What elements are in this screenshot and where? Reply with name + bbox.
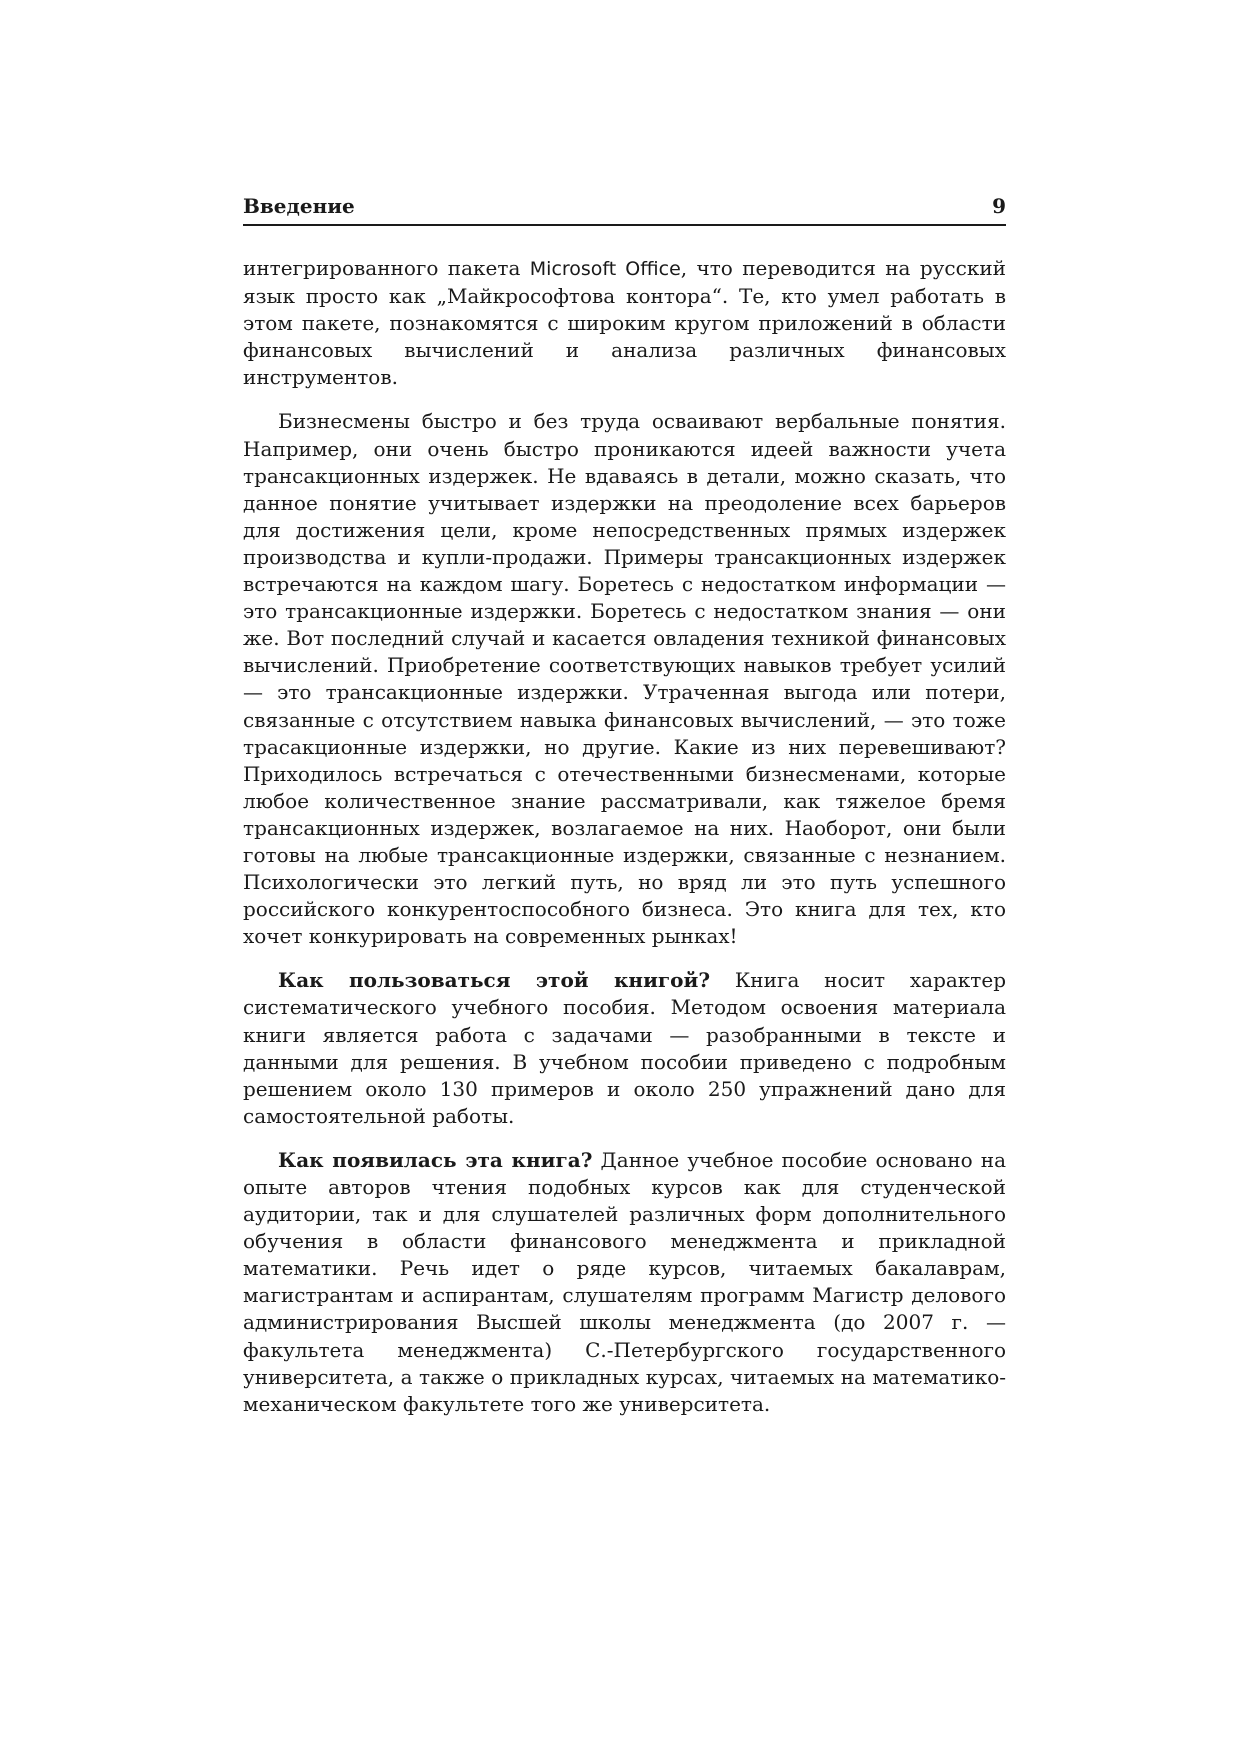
paragraph-lead: Как пользоваться этой книгой? bbox=[278, 968, 711, 993]
main-text bbox=[243, 255, 1006, 1435]
paragraph-text: Книга носит характер систематического учебного пособия. Методом освоения материала книги является работа с задачами — разобранными в тексте и данными для решения. В учебном пособии приведено с подробным решением около 130 примеров и около 250 упражнений дано для самостоятельной работы. bbox=[243, 968, 1007, 1128]
paragraph-text: , что переводится на русский язык просто как „Майкрософтова контора“. Те, кто умел работать в этом пакете, познакомятся с широким кругом приложений в области финансовых вычислений и анализа различных финансовых инструментов. bbox=[243, 256, 1006, 390]
paragraph-book-origin bbox=[243, 1147, 1006, 1418]
paragraph-lead: Как появилась эта книга? bbox=[278, 1147, 593, 1172]
paragraph-text: Данное учебное пособие основано на опыте авторов чтения подобных курсов как для студенческой аудитории, так и для слушателей различных форм дополнительного обучения в области финансового менеджмента и прикладной математики. Речь идет о ряде курсов, читаемых бакалаврам, магистрантам и аспирантам, слушателям программ Магистр делового администрирования Высшей школы менеджмента (до 2007 г. — факультета менеджмента) С.-Петербургского государственного университета, а также о прикладных курсах, читаемых на математико-механическом факультете того же университета. bbox=[243, 1147, 1006, 1416]
paragraph-businessmen: Бизнесмены быстро и без труда осваивают вербальные понятия. Например, они очень быстро проникаются идеей важности учета трансакционных издержек. Не вдаваясь в детали, можно сказать, что данное понятие учитывает издержки на преодоление всех барьеров для достижения цели, кроме непосредственных прямых издержек производства и купли-продажи. Примеры трансакционных издержек встречаются на каждом шагу. Боретесь с недостатком информации — это трансакционные издержки. Боретесь с недостатком знания — они же. Вот последний случай и касается овладения техникой финансовых вычислений. Приобретение соответствующих навыков требует усилий — это трансакционные издержки. Утраченная выгода или потери, связанные с отсутствием навыка финансовых вычислений, — это тоже трасакционные издержки, но другие. Какие из них перевешивают? Приходилось встречаться с отечественными бизнесменами, которые любое количественное знание рассматривали, как тяжелое бремя трансакционных издержек, возлагаемое на них. Наоборот, они были готовы на любые трансакционные издержки, связанные с незнанием. Психологически это легкий путь, но вряд ли это путь успешного российского конкурентоспособного бизнеса. Это книга для тех, кто хочет конкурировать на современных рынках! bbox=[243, 409, 1006, 949]
running-header bbox=[243, 190, 1006, 226]
paragraph-continuation bbox=[243, 255, 1006, 391]
chapter-title: Введение bbox=[243, 194, 355, 218]
paragraph-how-to-use bbox=[243, 967, 1006, 1130]
paragraph-text: интегрированного пакета bbox=[243, 256, 530, 280]
product-name: Microsoft Office bbox=[529, 258, 681, 280]
page-number: 9 bbox=[992, 194, 1006, 218]
